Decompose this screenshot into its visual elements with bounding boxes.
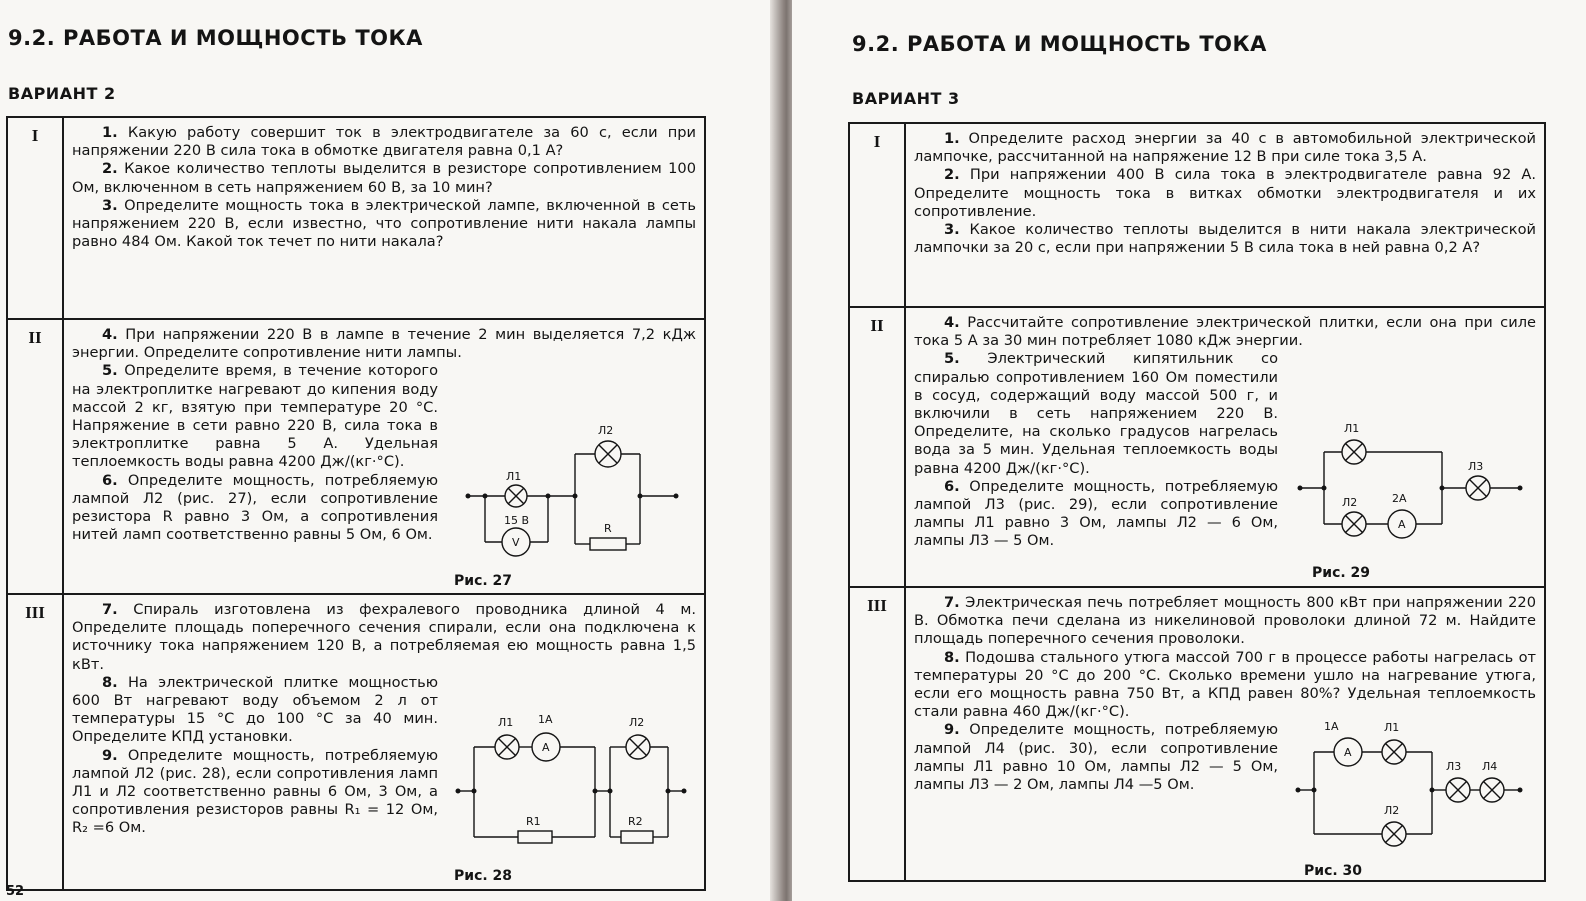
variant-title: ВАРИАНТ 3	[852, 89, 960, 108]
level-row-3	[850, 586, 1544, 880]
problem-text: Определите расход энергии за 40 с в автомобильной электрической лампочке, рассчитанной на напряжение 12 В при силе тока 3,5 А.	[914, 130, 1537, 166]
problem-text: Определите время, в течение которого на электроплитке нагревают до кипения воду массой 2 кг, взятую при температуре 20 °С. Напряжение в сети равно 220 В, сила тока в электроплитке равна 5 А. Удельная теплоемкость воды равна 4200 Дж/(кг·°С).	[72, 362, 439, 471]
problem-number: 9.	[102, 746, 118, 764]
problem-6	[914, 478, 1278, 551]
lamp-label: Л2	[1384, 804, 1400, 817]
problem-text: Какую работу совершит ток в электродвигателе за 60 с, если при напряжении 220 В сила тока в обмотке двигателя равна 0,1 А?	[72, 124, 697, 160]
figure-caption: Рис. 29	[1312, 565, 1371, 581]
problem-text: Какое количество теплоты выделится в резисторе сопротивлением 100 Ом, включенном в сеть напряжением 60 В, за 10 мин?	[72, 160, 696, 196]
figure-27	[450, 416, 700, 591]
voltmeter-symbol: V	[512, 536, 520, 549]
problem-9	[72, 747, 438, 838]
problem-9	[914, 721, 1278, 794]
problem-number: 6.	[102, 471, 118, 489]
problem-number: 7.	[944, 594, 960, 611]
problem-number: 8.	[944, 648, 960, 666]
lamp-label: Л1	[506, 470, 522, 483]
level-content	[908, 124, 1544, 306]
problem-number: 4.	[944, 314, 960, 331]
problem-number: 2.	[102, 160, 118, 178]
lamp-label: Л4	[1482, 760, 1498, 773]
lamp-label: Л1	[1384, 721, 1400, 734]
lamp-label: Л3	[1446, 760, 1462, 773]
resistor-label: R	[604, 522, 612, 535]
problem-table	[6, 116, 706, 891]
level-row-3	[8, 593, 704, 889]
level-label: I	[850, 124, 906, 306]
level-row-2	[850, 306, 1544, 586]
level-label: II	[8, 320, 64, 593]
level-row-1	[8, 118, 704, 318]
problem-number: 5.	[102, 362, 118, 380]
figure-30	[1292, 706, 1542, 881]
left-page	[0, 0, 778, 901]
right-page	[792, 0, 1586, 901]
problem-number: 1.	[944, 130, 960, 147]
problem-table	[848, 122, 1546, 882]
ammeter-symbol: A	[1344, 746, 1352, 759]
level-content	[66, 118, 704, 318]
problem-6	[72, 472, 438, 545]
problem-text: Определите мощность тока в электрической лампе, включенной в сеть напряжением 220 В, если известно, что сопротивление нити накала лампы равно 484 Ом. Какой ток течет по нити накала?	[72, 196, 696, 251]
problem-text: Определите мощность, потребляемую лампой Л2 (рис. 28), если сопротивления ламп Л1 и Л2 соответственно равны 6 Ом, 3 Ом, а сопротивления резисторов равны R₁ = 12 Ом, R₂ =6 Ом.	[72, 746, 438, 837]
resistor-label: R2	[628, 815, 643, 828]
problem-number: 5.	[944, 350, 960, 368]
figure-28	[450, 711, 700, 886]
section-title: 9.2. РАБОТА И МОЩНОСТЬ ТОКА	[8, 26, 423, 50]
problem-5	[914, 350, 1278, 477]
problem-4	[72, 326, 696, 362]
circuit-diagram	[1292, 408, 1542, 558]
problem-5	[72, 362, 438, 471]
figure-caption: Рис. 30	[1304, 863, 1363, 879]
lamp-label: Л2	[629, 716, 645, 729]
problem-1	[914, 130, 1536, 166]
page-number: 52	[6, 884, 25, 899]
ammeter-symbol: A	[542, 741, 550, 754]
voltmeter-value: 15 В	[504, 514, 530, 527]
problem-3	[914, 221, 1536, 257]
problem-text: Какое количество теплоты выделится в нити накала электрической лампочки за 20 с, если при напряжении 5 В сила тока в ней равна 0,2 А?	[914, 221, 1536, 257]
problem-text: Электрический кипятильник со спиралью сопротивлением 160 Ом поместили в сосуд, содержащий воду массой 500 г, и включили в сеть напряжением 220 В. Определите, на сколько градусов нагрелась вода за 5 мин. Удельная теплоемкость воды равна 4200 Дж/(кг·°С).	[914, 350, 1279, 477]
problem-text: Определите мощность, потребляемую лампой Л3 (рис. 29), если сопротивление лампы Л1 равно 3 Ом, лампы Л2 — 6 Ом, лампы Л3 — 5 Ом.	[914, 477, 1279, 550]
problem-4	[914, 314, 1536, 350]
circuit-diagram	[450, 416, 700, 566]
problem-text: Рассчитайте сопротивление электрической плитки, если она при силе тока 5 А за 30 мин потребляет 1080 кДж энергии.	[914, 314, 1536, 350]
circuit-diagram	[1292, 706, 1542, 856]
lamp-label: Л2	[598, 424, 614, 437]
circuit-diagram	[450, 711, 700, 861]
level-label: III	[8, 595, 64, 889]
problem-8	[72, 674, 438, 747]
problem-7	[72, 601, 696, 674]
problem-1	[72, 124, 696, 160]
ammeter-symbol: A	[1398, 518, 1406, 531]
problem-number: 9.	[944, 721, 960, 739]
problem-text: Спираль изготовлена из фехралевого проводника длиной 4 м. Определите площадь поперечного сечения спирали, если она подключена к источнику тока напряжением 120 В, а потребляемая ею мощность равна 1,5 кВт.	[72, 601, 697, 673]
figure-caption: Рис. 27	[454, 573, 513, 589]
problem-text: Подошва стального утюга массой 700 г в процессе работы нагрелась от температуры 20 °С до 200 °С. Сколько времени ушло на нагревание утюга, если его мощность равна 750 Вт, а КПД равен 80%? Удельная теплоемкость стали равна 460 Дж/(кг·°С).	[914, 648, 1536, 721]
problem-2	[914, 166, 1536, 221]
problem-number: 7.	[102, 601, 118, 618]
problem-text: Электрическая печь потребляет мощность 800 кВт при напряжении 220 В. Обмотка печи сделана из никелиновой проволоки длиной 72 м. Найдите площадь поперечного сечения проволоки.	[914, 594, 1536, 648]
level-row-2	[8, 318, 704, 593]
problem-number: 3.	[102, 196, 118, 214]
lamp-label: Л2	[1342, 496, 1358, 509]
problem-3	[72, 197, 696, 252]
section-title: 9.2. РАБОТА И МОЩНОСТЬ ТОКА	[852, 32, 1267, 56]
problem-number: 1.	[102, 124, 118, 141]
variant-title: ВАРИАНТ 2	[8, 84, 116, 103]
figure-caption: Рис. 28	[454, 868, 513, 884]
problem-text: При напряжении 220 В в лампе в течение 2 мин выделяется 7,2 кДж энергии. Определите сопротивление нити лампы.	[72, 326, 696, 362]
problem-number: 6.	[944, 477, 960, 495]
problem-text: При напряжении 400 В сила тока в электродвигателе равна 92 А. Определите мощность тока в витках обмотки электродвигателя и их сопротивление.	[914, 166, 1536, 220]
problem-text: Определите мощность, потребляемую лампой Л2 (рис. 27), если сопротивление резистора R равно 3 Ом, а сопротивления нитей ламп соответственно равны 5 Ом, 6 Ом.	[72, 471, 438, 544]
ammeter-value: 2А	[1392, 492, 1407, 505]
problem-text: Определите мощность, потребляемую лампой Л4 (рис. 30), если сопротивление лампы Л1 равно 10 Ом, лампы Л2 — 5 Ом, лампы Л3 — 2 Ом, лампы Л4 —5 Ом.	[914, 721, 1279, 794]
problem-number: 8.	[102, 673, 118, 691]
problem-number: 4.	[102, 326, 118, 343]
ammeter-value: 1А	[1324, 720, 1339, 733]
problem-text: На электрической плитке мощностью 600 Вт нагревают воду объемом 2 л от температуры 15 °С до 100 °С за 40 мин. Определите КПД установки.	[72, 673, 438, 746]
lamp-label: Л1	[498, 716, 514, 729]
level-row-1	[850, 124, 1544, 306]
resistor-label: R1	[526, 815, 541, 828]
figure-29	[1292, 408, 1542, 583]
lamp-label: Л3	[1468, 460, 1484, 473]
level-label: III	[850, 588, 906, 880]
problem-number: 3.	[944, 221, 960, 239]
problem-number: 2.	[944, 166, 960, 184]
problem-2	[72, 160, 696, 196]
problem-7	[914, 594, 1536, 649]
level-label: I	[8, 118, 64, 318]
level-label: II	[850, 308, 906, 586]
ammeter-value: 1А	[538, 713, 553, 726]
lamp-label: Л1	[1344, 422, 1360, 435]
